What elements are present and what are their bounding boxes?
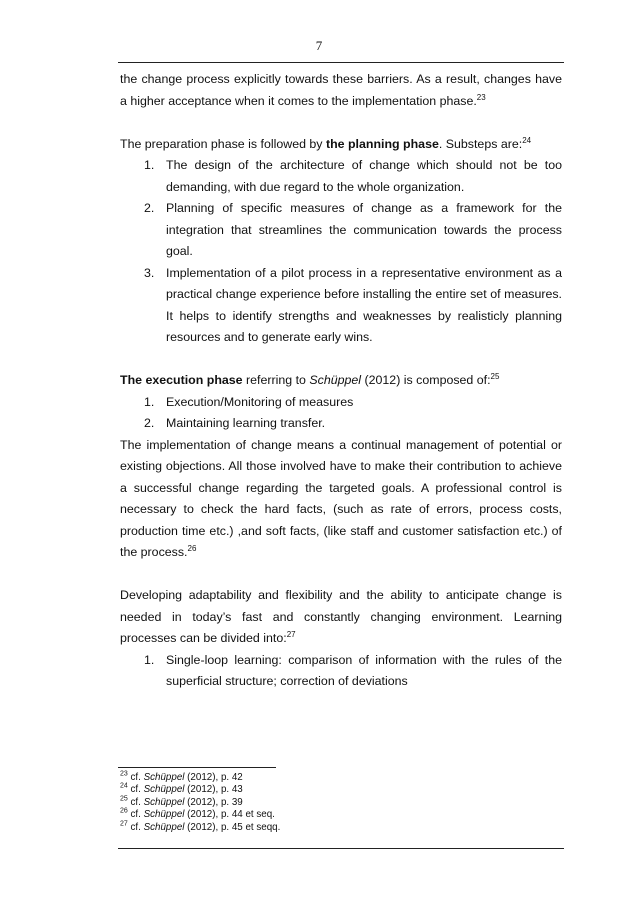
footnote-author: Schüppel <box>143 784 185 796</box>
footnote-separator <box>118 767 276 768</box>
list-item <box>120 650 562 693</box>
execution-phase-term: The execution phase <box>120 373 243 387</box>
list-item <box>120 413 562 435</box>
footnote <box>120 797 560 809</box>
list-number: 2. <box>144 201 155 215</box>
page-number: 7 <box>315 38 323 53</box>
planning-substeps-list <box>120 155 562 349</box>
footnote-number: 24 <box>120 783 128 791</box>
list-item-text: Maintaining learning transfer. <box>166 416 326 430</box>
list-item-text: Implementation of a pilot process in a representative environment as a practical change experience before installing the entire set of measures. It helps to identify strengths and weaknesses by realisticly planning resources and to generate early wins. <box>166 265 562 344</box>
list-item-text: Execution/Monitoring of measures <box>166 394 354 409</box>
footnote-number: 26 <box>120 807 128 815</box>
footnote-number: 25 <box>120 795 128 803</box>
list-number: 1. <box>144 652 155 667</box>
paragraph-implementation <box>120 435 562 564</box>
footnote-text: (2012), p. 42 <box>184 772 243 783</box>
list-number: 1. <box>144 394 155 409</box>
planning-intro-tail: . Substeps are: <box>438 136 523 151</box>
execution-intro-text: referring to <box>242 373 310 387</box>
list-item-text: Single-loop learning: comparison of information with the rules of the superficial structure; correction of deviations <box>166 652 562 688</box>
execution-intro-tail: (2012) is composed of: <box>361 373 491 387</box>
list-item-text: Planning of specific measures of change as a framework for the integration that streamlines the communication towards the process goal. <box>166 201 562 258</box>
footnote-prefix: cf. <box>127 784 144 796</box>
list-item <box>120 263 562 349</box>
footnote-ref: 24 <box>522 135 532 145</box>
footnote-ref: 25 <box>490 371 500 381</box>
list-item-text: The design of the architecture of change which should not be too demanding, with due regard to the whole organization. <box>166 158 562 194</box>
header-rule <box>118 62 564 63</box>
footnote-ref: 23 <box>476 92 486 102</box>
footnote-text: (2012), p. 44 et seq. <box>184 809 275 821</box>
execution-steps-list <box>120 392 562 435</box>
paragraph-gap <box>120 564 562 586</box>
footnote <box>120 772 560 784</box>
footer-rule <box>118 848 564 849</box>
footnote-author: Schüppel <box>143 809 185 821</box>
footnote-prefix: cf. <box>127 809 144 821</box>
footnote-author: Schüppel <box>143 796 185 808</box>
footnote-ref: 27 <box>286 629 296 639</box>
planning-intro-text: The preparation phase is followed by <box>120 136 326 151</box>
footnote-ref: 26 <box>187 543 197 553</box>
footnote <box>120 822 560 834</box>
paragraph-adaptability <box>120 585 562 650</box>
footnote <box>120 809 560 821</box>
paragraph-text: The implementation of change means a continual management of potential or existing objections. All those involved have to make their contribution to achieve a successful change regarding the targeted goals. A professional control is necessary to check the hard facts, (such as rate of errors, process costs, production time etc.) ,and soft facts, (like staff and customer satisfaction etc.) of the process. <box>120 437 562 559</box>
footnote <box>120 784 560 796</box>
paragraph-gap <box>120 112 562 134</box>
planning-intro <box>120 134 562 156</box>
footnote-prefix: cf. <box>127 796 144 808</box>
list-item <box>120 155 562 198</box>
paragraph-text: Developing adaptability and flexibility and the ability to anticipate change is needed in today’s fast and constantly changing environment. Learning processes can be divided into: <box>120 588 562 645</box>
footnote-prefix: cf. <box>127 772 144 783</box>
list-number: 1. <box>144 158 155 172</box>
footnote-author: Schüppel <box>143 772 185 783</box>
footnote-text: (2012), p. 45 et seqq. <box>184 821 281 833</box>
main-text <box>120 69 562 693</box>
footnote-text: (2012), p. 43 <box>184 784 243 796</box>
footnote-prefix: cf. <box>127 821 144 833</box>
list-number: 2. <box>144 416 155 430</box>
learning-list <box>120 650 562 693</box>
footnote-text: (2012), p. 39 <box>184 796 243 808</box>
planning-phase-term: the planning phase <box>325 136 439 151</box>
footnote-number: 27 <box>120 820 128 828</box>
paragraph-change-process <box>120 69 562 112</box>
footnote-author: Schüppel <box>143 821 185 833</box>
list-item <box>120 198 562 263</box>
footnote-number: 23 <box>120 770 128 778</box>
paragraph-text: the change process explicitly towards these barriers. As a result, changes have a higher acceptance when it comes to the implementation phase. <box>120 72 562 108</box>
author-name: Schüppel <box>309 373 362 387</box>
list-item <box>120 392 562 414</box>
list-number: 3. <box>144 265 155 280</box>
paragraph-gap <box>120 349 562 371</box>
execution-intro <box>120 370 562 392</box>
footnotes <box>120 772 560 834</box>
